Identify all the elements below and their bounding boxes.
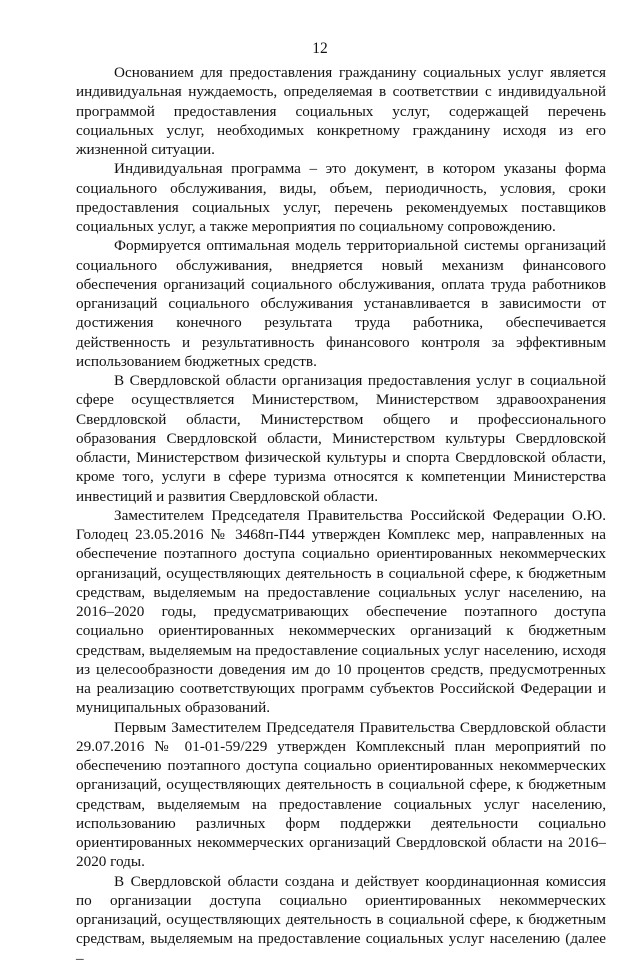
page-number: 12 [312, 40, 328, 57]
paragraph-6: Первым Заместителем Председателя Правительства Свердловской области 29.07.2016 № 01-01-59/229 утвержден Комплексный план мероприятий по обеспечению поэтапного доступа социально ориентированных некоммерческих организаций, осуществляющих деятельность в социальной сфере, к бюджетным средствам, выделяемым на предоставление социальных услуг населению, использованию различных форм поддержки деятельности социально ориентированных некоммерческих организаций Свердловской области на 2016–2020 годы. [76, 718, 606, 871]
paragraph-4: В Свердловской области организация предоставления услуг в социальной сфере осуществляется Министерством, Министерством здравоохранения Свердловской области, Министерством общего и профессионального образования Свердловской области, Министерством культуры Свердловской области, Министерством физической культуры и спорта Свердловской области, кроме того, услуги в сфере туризма относятся к компетенции Министерства инвестиций и развития Свердловской области. [76, 372, 606, 505]
paragraph-3: Формируется оптимальная модель территориальной системы организаций социального обслуживания, внедряется новый механизм финансового обеспечения организаций социального обслуживания, оплата труда работников организаций социального обслуживания устанавливается в зависимости от достижения конечного результата труда работника, обеспечивается действенность и результативность финансового контроля за эффективным использованием бюджетных средств. [76, 237, 606, 370]
paragraph-5: Заместителем Председателя Правительства Российской Федерации О.Ю. Голодец 23.05.2016 № 3468п-П44 утвержден Комплекс мер, направленных на обеспечение поэтапного доступа социально ориентированных некоммерческих организаций, осуществляющих деятельность в социальной сфере, к бюджетным средствам, выделяемым на предоставление социальных услуг населению, на 2016–2020 годы, предусматривающих обеспечение поэтапного доступа социально ориентированных некоммерческих организаций к бюджетным средствам, выделяемым на предоставление социальных услуг населению, исходя из целесообразности доведения им до 10 процентов средств, предусмотренных на реализацию соответствующих программ субъектов Российской Федерации и муниципальных образований. [76, 506, 606, 717]
paragraph-7: В Свердловской области создана и действует координационная комиссия по организации доступа социально ориентированных некоммерческих организаций, осуществляющих деятельность в социальной сфере, к бюджетным средствам, выделяемым на предоставление социальных услуг населению (далее – [76, 872, 606, 967]
paragraph-1: Основанием для предоставления гражданину социальных услуг является индивидуальная нуждаемость, определяемая в соответствии с индивидуальной программой предоставления социальных услуг, содержащей перечень социальных услуг, необходимых конкретному гражданину исходя из его жизненной ситуации. [76, 64, 606, 158]
document-body [76, 63, 606, 968]
paragraph-2: Индивидуальная программа – это документ, в котором указаны форма социального обслуживания, виды, объем, периодичность, условия, сроки предоставления социальных услуг, перечень рекомендуемых поставщиков социальных услуг, а также мероприятия по социальному сопровождению. [76, 160, 606, 235]
